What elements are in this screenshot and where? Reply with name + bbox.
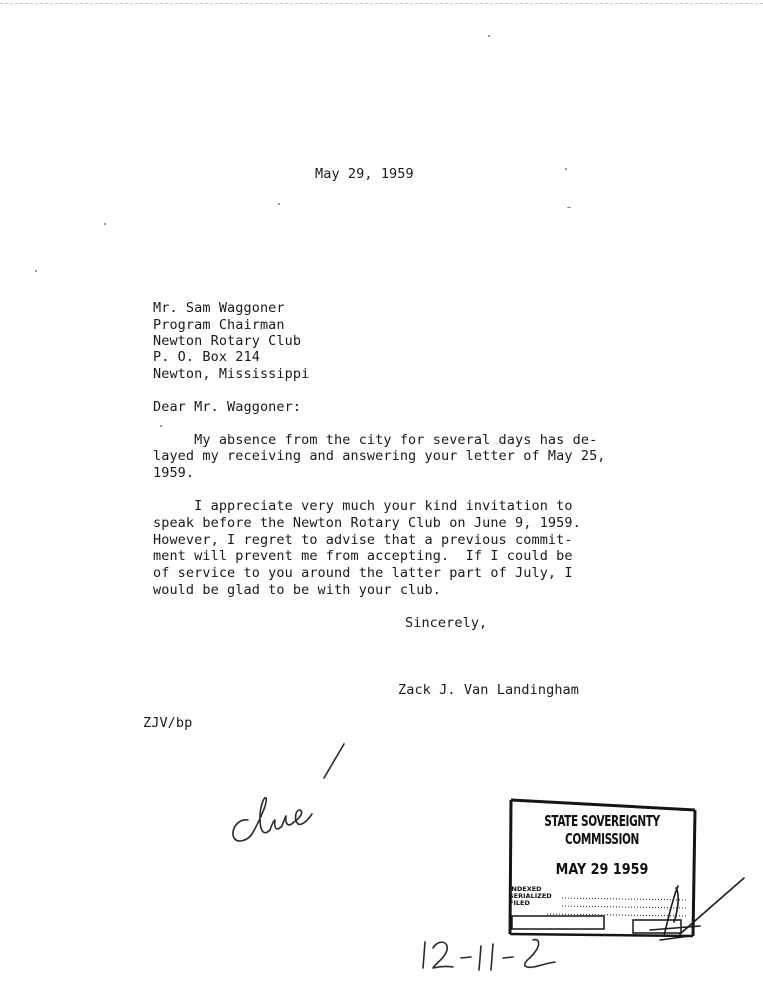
paragraph-line: layed my receiving and answering your letter of May 25, [153,448,606,464]
handwritten-file-number [415,930,565,985]
stamp-date: MAY 29 1959 [555,860,649,878]
paragraph-line: My absence from the city for several days has de- [153,432,598,448]
address-line: Mr. Sam Waggoner [153,300,285,316]
scan-speck [278,203,280,205]
address-line: Newton, Mississippi [153,366,310,382]
handwritten-check-mark [620,870,760,950]
paragraph-line: I appreciate very much your kind invitation to [153,498,573,514]
scan-speck [35,270,37,272]
paragraph-line: However, I regret to advise that a previous commit- [153,532,573,548]
letter-date: May 29, 1959 [315,166,414,182]
address-line: Newton Rotary Club [153,333,302,349]
typist-initials: ZJV/bp [143,715,193,731]
address-line: Program Chairman [153,317,285,333]
paragraph-line: of service to you around the latter part of July, I [153,565,573,581]
page-edge [0,3,763,4]
typed-signature: Zack J. Van Landingham [398,682,580,698]
scan-speck [565,168,567,170]
scan-speck [104,223,106,225]
stamp-indexed: INDEXED [509,885,542,893]
paragraph-line: 1959. [153,465,195,481]
address-line: P. O. Box 214 [153,349,260,365]
handwritten-clue-annotation [220,740,350,850]
stamp-title: STATE SOVEREIGNTY COMMISSION [544,812,660,848]
paragraph-line: speak before the Newton Rotary Club on June 9, 1959. [153,515,581,531]
scan-speck [160,425,162,427]
stamp-serialized: SERIALIZED [509,892,552,900]
scan-speck [488,35,490,37]
closing: Sincerely, [405,615,488,631]
salutation: Dear Mr. Waggoner: [153,399,302,415]
scan-speck [567,207,571,208]
stamp-filed: FILED [509,899,530,907]
paragraph-line: ment will prevent me from accepting. If I could be [153,548,573,564]
paragraph-line: would be glad to be with your club. [153,582,441,598]
